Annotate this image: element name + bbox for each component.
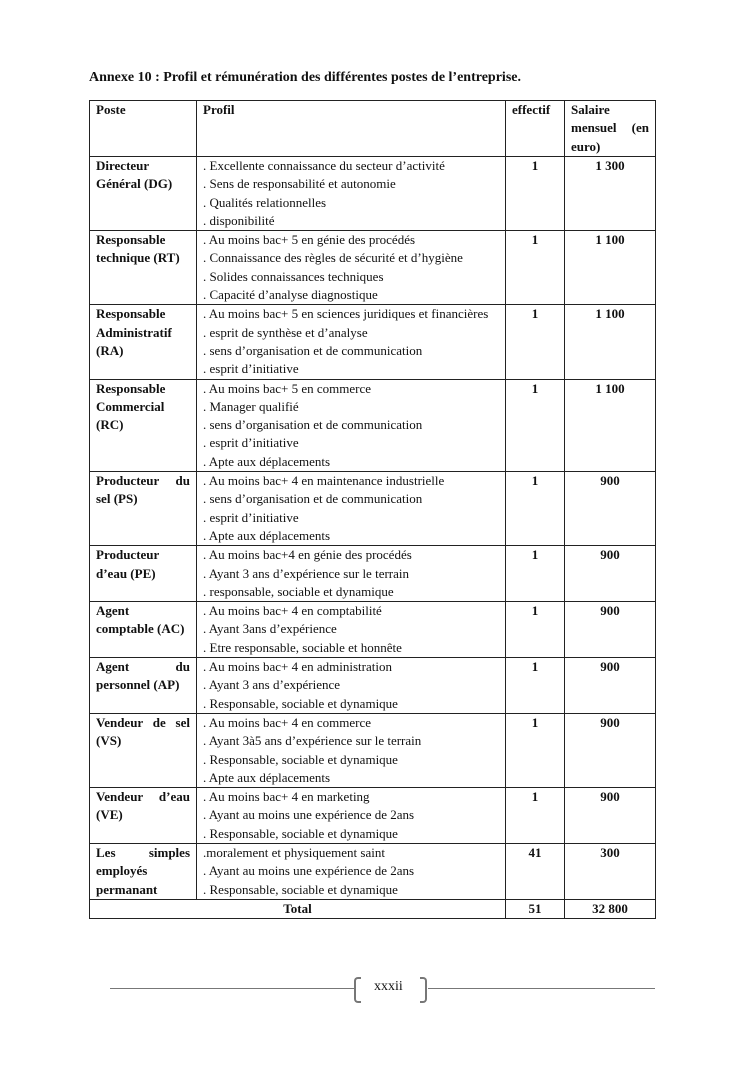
profil-item: . Apte aux déplacements [203, 527, 331, 543]
footer-rule-left [110, 988, 354, 989]
poste-cell: Agent comptable (AC) [90, 602, 197, 658]
table-row [90, 305, 656, 379]
table-row [90, 658, 656, 714]
header-salaire: Salaire mensuel (en euro) [565, 101, 656, 157]
effectif-cell: 1 [506, 788, 565, 844]
salaire-cell: 900 [565, 472, 656, 546]
profil-item: . Excellente connaissance du secteur d’activité [203, 158, 445, 173]
profil-item: . Ayant au moins une expérience de 2ans [203, 863, 415, 879]
total-effectif: 51 [506, 899, 565, 918]
profil-item: . Ayant 3 ans d’expérience sur le terrain [203, 565, 410, 581]
footer-rule-right [428, 988, 655, 989]
profil-item: . Sens de responsabilité et autonomie [203, 176, 396, 192]
table-header-row [90, 101, 656, 157]
profil-cell [197, 843, 506, 899]
profil-item: . Qualités relationnelles [203, 194, 327, 210]
effectif-cell: 1 [506, 305, 565, 379]
salaire-cell: 300 [565, 843, 656, 899]
total-label: Total [90, 899, 506, 918]
profil-cell [197, 379, 506, 471]
header-profil: Profil [197, 101, 506, 157]
footer-bracket-right [420, 977, 427, 1003]
table-row [90, 788, 656, 844]
salaire-cell: 900 [565, 658, 656, 714]
profil-item: . Apte aux déplacements [203, 769, 331, 785]
profil-item: . responsable, sociable et dynamique [203, 583, 394, 599]
profil-item: . disponibilité [203, 212, 275, 228]
profil-cell [197, 713, 506, 787]
profil-cell [197, 472, 506, 546]
poste-cell: Responsable Administratif (RA) [90, 305, 197, 379]
table-row [90, 713, 656, 787]
page-footer [110, 974, 655, 1002]
profil-item: . Ayant 3 ans d’expérience [203, 677, 341, 693]
annex-title: Annexe 10 : Profil et rémunération des différentes postes de l’entreprise. [89, 70, 521, 85]
salaire-cell: 900 [565, 788, 656, 844]
poste-cell: Vendeur de sel (VS) [90, 713, 197, 787]
profil-item: . Manager qualifié [203, 398, 299, 414]
profil-item: . Apte aux déplacements [203, 453, 331, 469]
profil-item: . Au moins bac+ 5 en génie des procédés [203, 232, 416, 248]
profil-cell [197, 305, 506, 379]
poste-cell: Producteur d’eau (PE) [90, 546, 197, 602]
profil-item: . sens d’organisation et de communication [203, 417, 423, 433]
profil-cell [197, 546, 506, 602]
table-row [90, 843, 656, 899]
effectif-cell: 1 [506, 231, 565, 305]
poste-cell: Directeur Général (DG) [90, 157, 197, 231]
profil-item: . esprit de synthèse et d’analyse [203, 324, 368, 340]
profil-item: . Responsable, sociable et dynamique [203, 751, 398, 767]
profil-item: . esprit d’initiative [203, 435, 299, 451]
profil-cell [197, 231, 506, 305]
salaire-cell: 1 300 [565, 157, 656, 231]
profil-item: . Au moins bac+4 en génie des procédés [203, 547, 412, 563]
effectif-cell: 1 [506, 713, 565, 787]
profil-item: . Responsable, sociable et dynamique [203, 695, 398, 711]
effectif-cell: 1 [506, 546, 565, 602]
profil-item: . esprit d’initiative [203, 509, 299, 525]
table-row [90, 379, 656, 471]
poste-cell: Responsable technique (RT) [90, 231, 197, 305]
table-row [90, 602, 656, 658]
total-row [90, 899, 656, 918]
salaire-cell: 900 [565, 713, 656, 787]
footer-bracket-left [354, 977, 361, 1003]
effectif-cell: 1 [506, 379, 565, 471]
header-poste: Poste [90, 101, 197, 157]
positions-table [89, 100, 656, 919]
profil-item: . Au moins bac+ 5 en commerce [203, 380, 371, 396]
effectif-cell: 1 [506, 157, 565, 231]
profil-item: . Connaissance des règles de sécurité et d’hygiène [203, 250, 463, 266]
profil-cell [197, 602, 506, 658]
profil-item: . Ayant 3ans d’expérience [203, 621, 337, 637]
profil-cell [197, 788, 506, 844]
profil-cell [197, 658, 506, 714]
profil-item: . Au moins bac+ 4 en administration [203, 659, 392, 675]
profil-cell [197, 157, 506, 231]
salaire-cell: 900 [565, 546, 656, 602]
page-number: xxxii [374, 979, 403, 994]
profil-item: . Au moins bac+ 4 en commerce [203, 714, 371, 730]
profil-item: . Responsable, sociable et dynamique [203, 825, 398, 841]
profil-item: .moralement et physiquement saint [203, 844, 385, 860]
effectif-cell: 41 [506, 843, 565, 899]
profil-item: . Etre responsable, sociable et honnête [203, 639, 402, 655]
salaire-cell: 1 100 [565, 231, 656, 305]
salaire-cell: 1 100 [565, 379, 656, 471]
profil-item: . Au moins bac+ 4 en comptabilité [203, 603, 382, 619]
profil-item: . Capacité d’analyse diagnostique [203, 287, 378, 303]
table-row [90, 546, 656, 602]
table-row [90, 157, 656, 231]
table-row [90, 231, 656, 305]
effectif-cell: 1 [506, 658, 565, 714]
poste-cell: Responsable Commercial (RC) [90, 379, 197, 471]
effectif-cell: 1 [506, 602, 565, 658]
poste-cell: Agent du personnel (AP) [90, 658, 197, 714]
profil-item: . Au moins bac+ 4 en marketing [203, 789, 370, 805]
profil-item: . Au moins bac+ 4 en maintenance industrielle [203, 473, 445, 489]
total-salaire: 32 800 [565, 899, 656, 918]
profil-item: . esprit d’initiative [203, 361, 299, 377]
poste-cell: Les simples employés permanant [90, 843, 197, 899]
profil-item: . Ayant 3à5 ans d’expérience sur le terrain [203, 733, 422, 749]
effectif-cell: 1 [506, 472, 565, 546]
profil-item: . Solides connaissances techniques [203, 268, 384, 284]
profil-item: . sens d’organisation et de communication [203, 491, 423, 507]
header-effectif: effectif [506, 101, 565, 157]
profil-item: . Ayant au moins une expérience de 2ans [203, 807, 415, 823]
profil-item: . Responsable, sociable et dynamique [203, 881, 398, 897]
table-row [90, 472, 656, 546]
poste-cell: Producteur du sel (PS) [90, 472, 197, 546]
profil-item: . sens d’organisation et de communication [203, 342, 423, 358]
salaire-cell: 1 100 [565, 305, 656, 379]
poste-cell: Vendeur d’eau (VE) [90, 788, 197, 844]
profil-item: . Au moins bac+ 5 en sciences juridiques et financières [203, 306, 489, 322]
salaire-cell: 900 [565, 602, 656, 658]
